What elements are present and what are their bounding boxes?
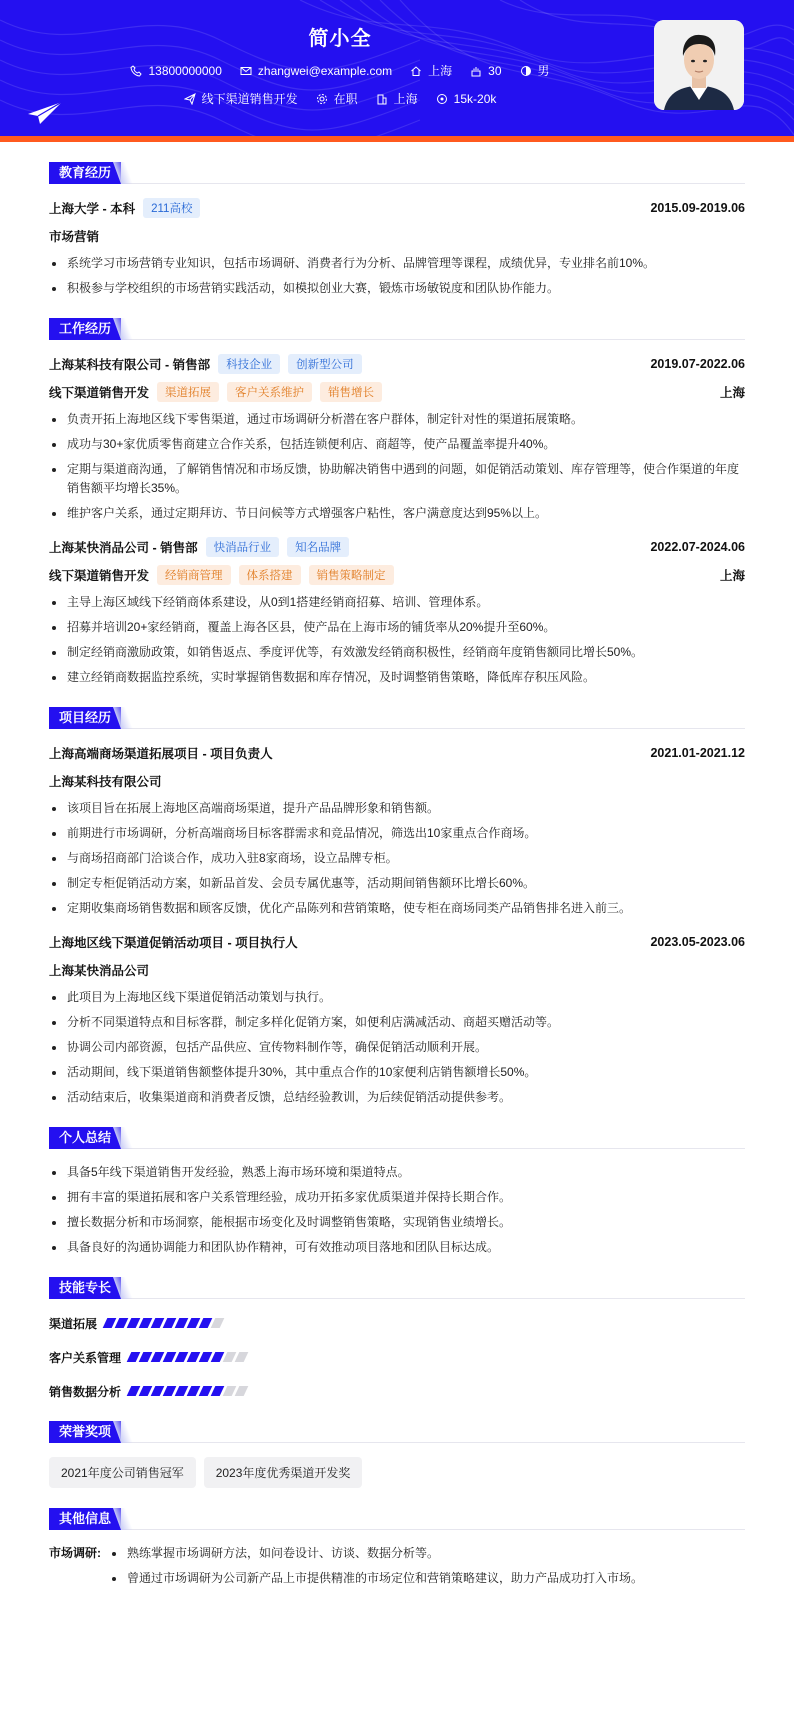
major-row	[49, 226, 745, 246]
list-item: 协调公司内部资源，包括产品供应、宣传物料制作等，确保促销活动顺利开展。	[49, 1038, 745, 1057]
list-item: 前期进行市场调研，分析高端商场目标客群需求和竞品情况，筛选出10家重点合作商场。	[49, 824, 745, 843]
list-item: 活动结束后，收集渠道商和消费者反馈，总结经验教训，为后续促销活动提供参考。	[49, 1088, 745, 1107]
skill-tag: 体系搭建	[239, 565, 301, 585]
section-title: 荣誉奖项	[49, 1421, 121, 1443]
avatar	[654, 20, 744, 110]
school-tag: 211高校	[143, 198, 200, 218]
skill-tag: 经销商管理	[157, 565, 231, 585]
skill-segment-empty	[211, 1318, 225, 1328]
bullet-list	[109, 1544, 745, 1594]
job-target-item	[184, 90, 298, 107]
skill-tag: 销售策略制定	[309, 565, 394, 585]
company-tag: 科技企业	[218, 354, 280, 374]
education-section	[49, 162, 745, 298]
section-title: 其他信息	[49, 1508, 121, 1530]
section-title: 个人总结	[49, 1127, 121, 1149]
list-item: 具备良好的沟通协调能力和团队协作精神，可有效推动项目落地和团队目标达成。	[49, 1238, 745, 1257]
major: 市场营销	[49, 230, 100, 244]
work-entry	[49, 354, 745, 523]
other-section	[49, 1508, 745, 1594]
skill-segment-empty	[235, 1386, 249, 1396]
list-item: 建立经销商数据监控系统，实时掌握销售数据和库存情况，及时调整销售策略，降低库存积压风险。	[49, 668, 745, 687]
section-title: 技能专长	[49, 1277, 121, 1299]
header-accent-line	[0, 136, 794, 142]
skill-row	[49, 1381, 745, 1401]
entry-date: 2015.09-2019.06	[650, 201, 745, 215]
avatar-illustration	[654, 20, 744, 110]
award-chip: 2021年度公司销售冠军	[49, 1457, 196, 1488]
skill-name: 渠道拓展	[49, 1316, 98, 1331]
org-row	[49, 771, 745, 791]
awards-list	[49, 1457, 745, 1488]
work-city: 上海	[719, 569, 745, 583]
contact-row	[0, 62, 680, 79]
skills-section	[49, 1277, 745, 1401]
list-item: 成功与30+家优质零售商建立合作关系，包括连锁便利店、商超等，使产品覆盖率提升40%。	[49, 435, 745, 454]
phone-item	[130, 62, 221, 79]
section-header	[49, 318, 745, 340]
school-degree: 上海大学 - 本科	[49, 202, 136, 216]
list-item: 拥有丰富的渠道拓展和客户关系管理经验，成功开拓多家优质渠道并保持长期合作。	[49, 1188, 745, 1207]
bullet-list	[49, 410, 745, 523]
list-item: 负责开拓上海地区线下零售渠道，通过市场调研分析潜在客户群体，制定针对性的渠道拓展策略。	[49, 410, 745, 429]
project-title: 上海高端商场渠道拓展项目 - 项目负责人	[49, 747, 273, 761]
skill-segment-empty	[235, 1352, 249, 1362]
list-item: 制定经销商激励政策，如销售返点、季度评优等，有效激发经销商积极性，经销商年度销售额同比增长50%。	[49, 643, 745, 662]
position-row	[49, 565, 745, 585]
entry-date: 2022.07-2024.06	[650, 540, 745, 554]
list-item: 该项目旨在拓展上海地区高端商场渠道，提升产品品牌形象和销售额。	[49, 799, 745, 818]
gender-icon	[520, 65, 532, 77]
list-item: 分析不同渠道特点和目标客群，制定多样化促销方案，如便利店满减活动、商超买赠活动等。	[49, 1013, 745, 1032]
position-row	[49, 382, 745, 402]
entry-header-row	[49, 198, 745, 218]
gender-text: 男	[537, 64, 550, 78]
company-role: 上海某快消品公司 - 销售部	[49, 541, 198, 555]
building-icon	[376, 93, 388, 105]
project-title: 上海地区线下渠道促销活动项目 - 项目执行人	[49, 936, 298, 950]
city-text: 上海	[428, 64, 453, 78]
email-icon	[240, 65, 252, 77]
company-tag: 知名品牌	[287, 537, 349, 557]
send-icon	[184, 93, 196, 105]
list-item: 系统学习市场营销专业知识，包括市场调研、消费者行为分析、品牌管理等课程，成绩优异，专业排名前10%。	[49, 254, 745, 273]
skill-tag: 渠道拓展	[157, 382, 219, 402]
section-header	[49, 1508, 745, 1530]
section-title: 项目经历	[49, 707, 121, 729]
entry-header-row	[49, 932, 745, 952]
status-item	[316, 90, 358, 107]
project-entry	[49, 932, 745, 1107]
job-row	[0, 90, 680, 107]
list-item: 招募并培训20+家经销商，覆盖上海各区县，使产品在上海市场的铺货率从20%提升至60%。	[49, 618, 745, 637]
salary-text: 15k-20k	[453, 91, 497, 106]
resume-body	[0, 162, 794, 1594]
org-row	[49, 960, 745, 980]
list-item: 维护客户关系，通过定期拜访、节日问候等方式增强客户粘性，客户满意度达到95%以上。	[49, 504, 745, 523]
skill-level-bar	[105, 1318, 222, 1328]
position: 线下渠道销售开发	[49, 569, 150, 583]
skill-level-bar	[129, 1352, 246, 1362]
age-text: 30	[488, 63, 502, 78]
work-entry	[49, 537, 745, 687]
gear-icon	[316, 93, 328, 105]
target-city-item	[376, 90, 418, 107]
education-entry	[49, 198, 745, 298]
resume-header	[0, 0, 794, 142]
entry-header-row	[49, 743, 745, 763]
home-icon	[410, 65, 422, 77]
list-item: 曾通过市场调研为公司新产品上市提供精准的市场定位和营销策略建议，助力产品成功打入市场。	[109, 1569, 745, 1588]
target-city-text: 上海	[393, 92, 418, 106]
section-title: 教育经历	[49, 162, 121, 184]
bullet-list	[49, 1163, 745, 1257]
awards-section	[49, 1421, 745, 1488]
skill-tag: 客户关系维护	[227, 382, 312, 402]
entry-date: 2019.07-2022.06	[650, 357, 745, 371]
section-title: 工作经历	[49, 318, 121, 340]
company-role: 上海某科技有限公司 - 销售部	[49, 358, 211, 372]
paper-plane-icon	[26, 100, 64, 126]
skill-row	[49, 1313, 745, 1333]
award-chip: 2023年度优秀渠道开发奖	[204, 1457, 363, 1488]
project-entry	[49, 743, 745, 918]
email-item	[240, 62, 392, 79]
phone-icon	[130, 65, 142, 77]
other-info-row	[49, 1544, 745, 1594]
section-header	[49, 1277, 745, 1299]
list-item: 积极参与学校组织的市场营销实践活动，如模拟创业大赛，锻炼市场敏锐度和团队协作能力。	[49, 279, 745, 298]
city-item	[410, 62, 452, 79]
position: 线下渠道销售开发	[49, 386, 150, 400]
list-item: 具备5年线下渠道销售开发经验，熟悉上海市场环境和渠道特点。	[49, 1163, 745, 1182]
cake-icon	[470, 65, 482, 77]
section-header	[49, 162, 745, 184]
entry-header-row	[49, 537, 745, 557]
other-label: 市场调研:	[49, 1546, 101, 1560]
section-header	[49, 707, 745, 729]
section-header	[49, 1421, 745, 1443]
list-item: 熟练掌握市场调研方法，如问卷设计、访谈、数据分析等。	[109, 1544, 745, 1563]
list-item: 定期与渠道商沟通，了解销售情况和市场反馈，协助解决销售中遇到的问题，如促销活动策划、库存管理等，使合作渠道的年度销售额平均增长35%。	[49, 460, 745, 498]
skill-name: 客户关系管理	[49, 1350, 122, 1365]
summary-section	[49, 1127, 745, 1257]
entry-date: 2023.05-2023.06	[650, 935, 745, 949]
bullet-list	[49, 254, 745, 298]
list-item: 与商场招商部门洽谈合作，成功入驻8家商场，设立品牌专柜。	[49, 849, 745, 868]
bullet-list	[49, 593, 745, 687]
project-org: 上海某快消品公司	[49, 964, 150, 978]
company-tag: 创新型公司	[288, 354, 362, 374]
company-tag: 快消品行业	[206, 537, 280, 557]
bullet-list	[49, 799, 745, 918]
job-target-text: 线下渠道销售开发	[201, 92, 298, 106]
list-item: 擅长数据分析和市场洞察，能根据市场变化及时调整销售策略，实现销售业绩增长。	[49, 1213, 745, 1232]
age-item	[470, 62, 501, 79]
list-item: 主导上海区域线下经销商体系建设，从0到1搭建经销商招募、培训、管理体系。	[49, 593, 745, 612]
skill-row	[49, 1347, 745, 1367]
work-section	[49, 318, 745, 687]
entry-date: 2021.01-2021.12	[650, 746, 745, 760]
salary-item	[436, 90, 497, 107]
work-city: 上海	[719, 386, 745, 400]
entry-header-row	[49, 354, 745, 374]
bullet-list	[49, 988, 745, 1107]
section-header	[49, 1127, 745, 1149]
list-item: 制定专柜促销活动方案，如新品首发、会员专属优惠等，活动期间销售额环比增长60%。	[49, 874, 745, 893]
gender-item	[520, 62, 550, 79]
list-item: 此项目为上海地区线下渠道促销活动策划与执行。	[49, 988, 745, 1007]
skill-tag: 销售增长	[320, 382, 382, 402]
status-text: 在职	[333, 92, 358, 106]
skill-level-bar	[129, 1386, 246, 1396]
project-org: 上海某科技有限公司	[49, 775, 162, 789]
phone-text: 13800000000	[148, 63, 222, 78]
projects-section	[49, 707, 745, 1107]
email-text: zhangwei@example.com	[257, 63, 393, 78]
candidate-name: 简小全	[308, 28, 372, 50]
list-item: 活动期间，线下渠道销售额整体提升30%，其中重点合作的10家便利店销售额增长50%。	[49, 1063, 745, 1082]
skill-name: 销售数据分析	[49, 1384, 122, 1399]
list-item: 定期收集商场销售数据和顾客反馈，优化产品陈列和营销策略，使专柜在商场同类产品销售排名进入前三。	[49, 899, 745, 918]
money-icon	[436, 93, 448, 105]
